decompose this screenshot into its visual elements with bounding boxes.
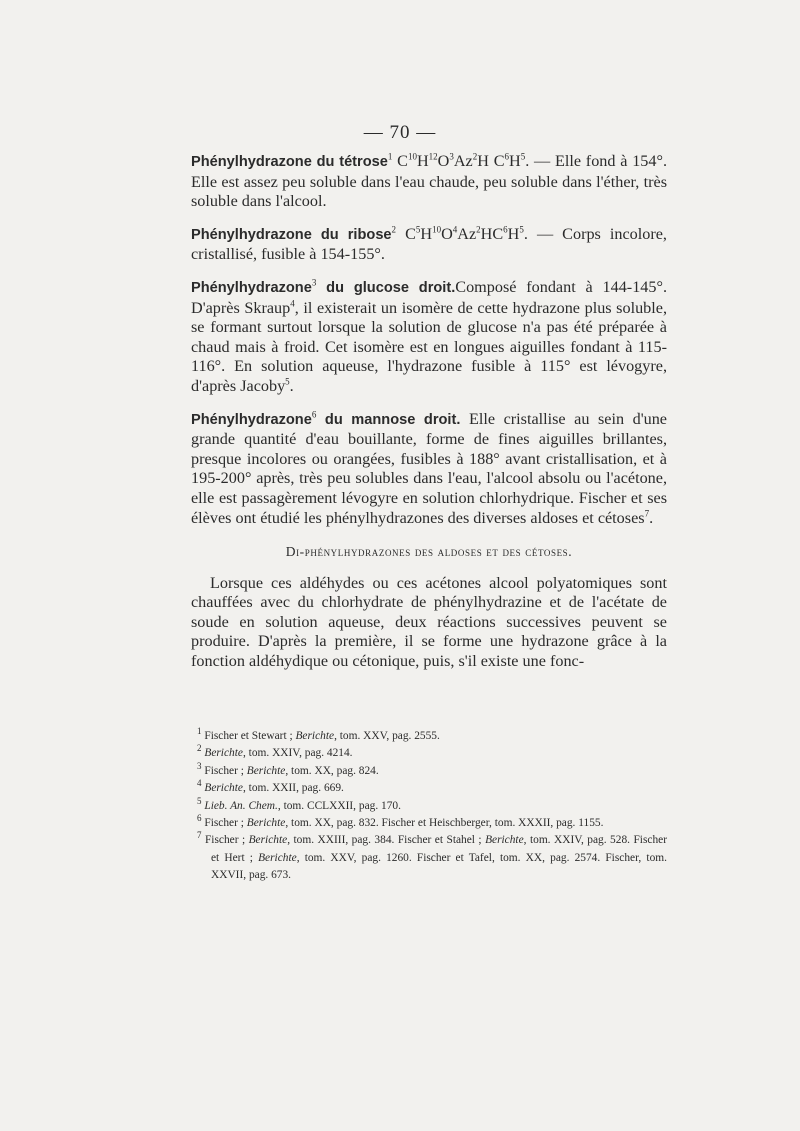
- footnote: $^4$ Berichte, tom. XXII, pag. 669.: [197, 778, 344, 795]
- entry-heading: Phénylhydrazone du tétrose: [191, 154, 388, 170]
- footnote-ref: 6: [311, 409, 317, 420]
- paragraph-text: Composé fondant à 144-145°. D'après Skraup: [191, 277, 667, 317]
- entry-heading: Phénylhydrazone du ribose: [191, 226, 392, 243]
- footnote: $^3$ Fischer ; Berichte, tom. XX, pag. 824.: [197, 761, 379, 777]
- paragraph-glucose: [191, 278, 667, 397]
- formula: $C^5H^{10}O^4Az^2HC^6H^5$: [396, 224, 524, 243]
- paragraph-text: . — Corps incolore, cristallisé, fusible à 154-155°.: [191, 224, 667, 264]
- paragraph-text: Elle cristallise au sein d'une grande quantité d'eau bouillante, forme de fines aiguilles brillantes, presque incolores ou orangées, fusibles à 188° avant cristallisation, et à 195-200° après, très peu solubles dans l'eau, l'alcool absolu ou l'acétone, elle est passagèrement lévogyre en solution chlorhydrique. Fischer et ses élèves ont étudié les phénylhydrazones des diverses aldoses et cétoses: [191, 409, 667, 527]
- paragraph-text: .: [289, 376, 294, 395]
- paragraph-text: , il existerait un isomère de cette hydrazone plus soluble, se formant surtout lorsque la solution de glucose n'a pas été préparée à chaud mais à froid. Cet isomère est en longues aiguilles fondant à 115-116°. En solution aqueuse, l'hydrazone fusible à 115° est lévogyre, d'après Jacoby: [191, 298, 667, 395]
- page-number: — 70 —: [363, 122, 437, 143]
- paragraph-ribose: [191, 225, 667, 265]
- footnote: $^7$ Fischer ; Berichte, tom. XXIII, pag. 384. Fischer et Stahel ; Berichte, tom. XXIV, pag. 528. Fischer et Hert ; Berichte, tom. XXV, pag. 1260. Fischer et Tafel, tom. XX, pag. 2574. Fischer, tom. XXVII, pag. 673.: [197, 830, 667, 882]
- entry-heading-cont: du mannose droit.: [316, 411, 461, 428]
- paragraph-mannose: [191, 410, 667, 529]
- footnote-ref: 3: [311, 277, 317, 288]
- main-text: [191, 152, 667, 685]
- footnotes: [191, 728, 667, 885]
- footnote-ref: 5: [285, 376, 290, 387]
- footnote: $^1$ Fischer et Stewart ; Berichte, tom. XXV, pag. 2555.: [197, 726, 440, 742]
- footnote: $^2$ Berichte, tom. XXIV, pag. 4214.: [197, 743, 353, 760]
- footnote-ref: 4: [290, 298, 295, 309]
- footnote-ref: 2: [391, 224, 397, 235]
- entry-heading: Phénylhydrazone: [191, 411, 312, 428]
- section-paragraph: Lorsque ces aldéhydes ou ces acétones alcool polyatomiques sont chauffées avec du chlorhydrate de phénylhydrazine et de l'acétate de soude en solution aqueuse, deux réactions successives peuvent se produire. D'après la première, il se forme une hydrazone grâce à la fonction aldéhydique ou cétonique, puis, s'il existe une fonc-: [191, 573, 667, 671]
- footnote-ref: 1: [387, 151, 393, 162]
- entry-heading-cont: du glucose droit.: [316, 279, 456, 296]
- paragraph-text: .: [649, 508, 654, 527]
- section-heading: Di-phénylhydrazones des aldoses et des cétoses.: [285, 544, 573, 560]
- footnote-ref: 7: [644, 508, 650, 519]
- footnote: $^5$ Lieb. An. Chem., tom. CCLXXII, pag. 170.: [197, 795, 401, 812]
- formula: $C^{10}H^{12}O^3Az^2H$ $C^6H^5$: [392, 151, 526, 170]
- footnote: $^6$ Fischer ; Berichte, tom. XX, pag. 832. Fischer et Heischberger, tom. XXXII, pag. 1155.: [197, 813, 604, 830]
- entry-heading: Phénylhydrazone: [191, 279, 312, 296]
- paragraph-tetrose: [191, 152, 667, 212]
- paragraph-text: . — Elle fond à 154°. Elle est assez peu soluble dans l'eau chaude, peu soluble dans l'éther, très soluble dans l'alcool.: [191, 152, 667, 211]
